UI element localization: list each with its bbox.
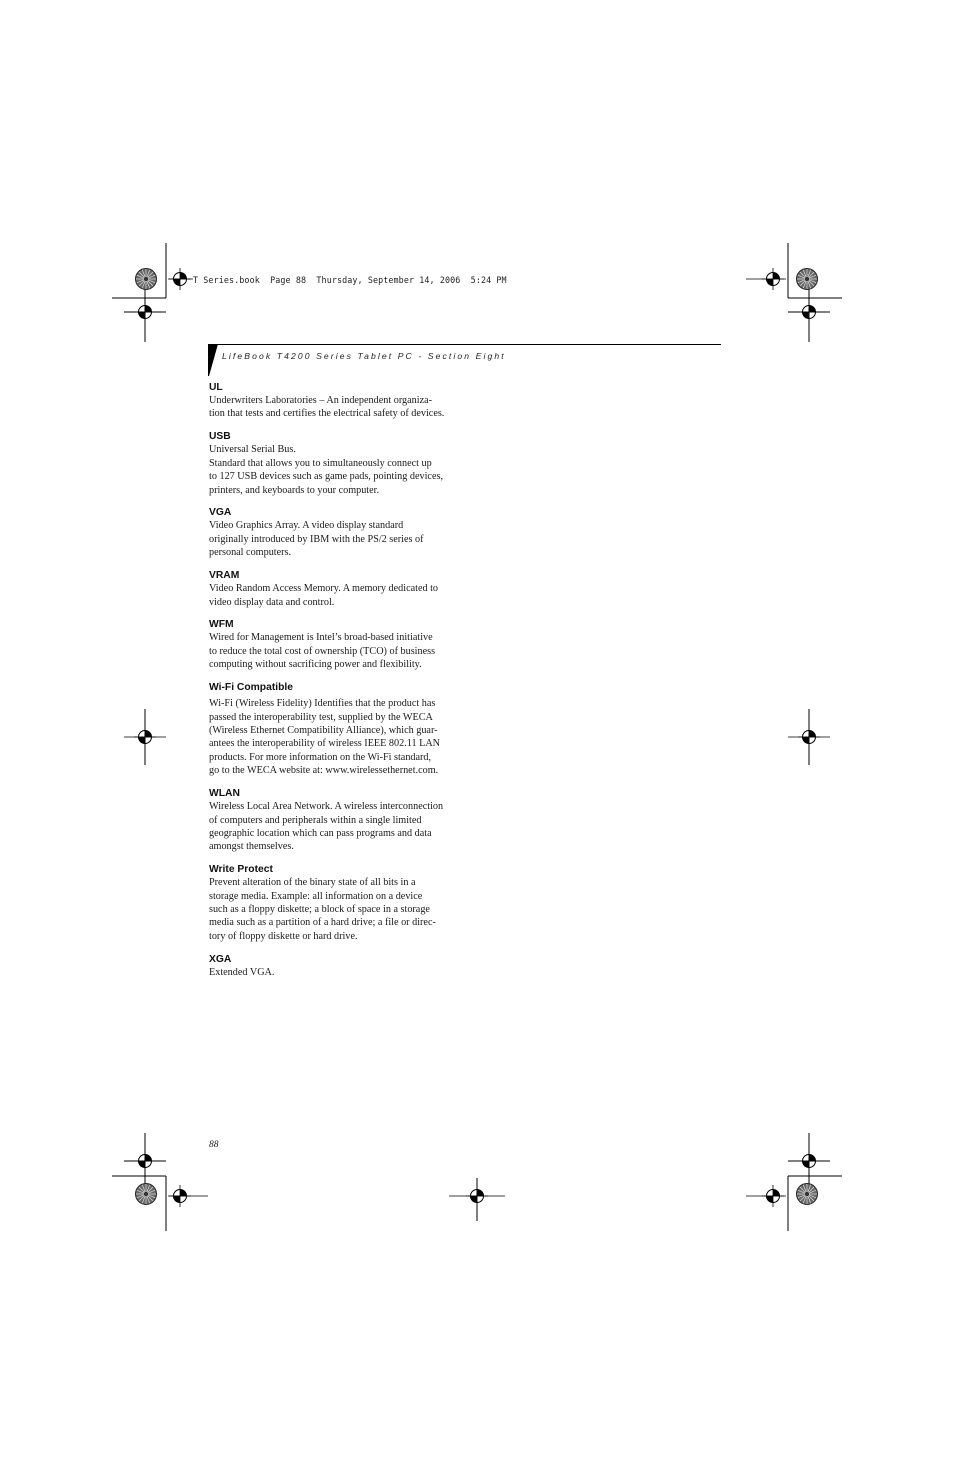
glossary-term: UL <box>209 382 223 393</box>
glossary-definition-line: Underwriters Laboratories – An independent organiza- <box>209 395 433 406</box>
glossary-definition-line: printers, and keyboards to your computer. <box>209 484 380 496</box>
glossary-definition-line: originally introduced by IBM with the PS/2 series of <box>209 533 424 545</box>
glossary-definition-line: Wireless Local Area Network. A wireless interconnection <box>209 801 444 813</box>
glossary-definition-line: of computers and peripherals within a single limited <box>209 814 422 826</box>
glossary-entry <box>209 863 459 943</box>
glossary-definition-line: (Wireless Ethernet Compatibility Alliance), which guar- <box>209 725 438 736</box>
glossary-definition-line: such as a floppy diskette; a block of space in a storage <box>209 904 430 916</box>
glossary-entry <box>209 618 459 671</box>
glossary-definition-line: Standard that allows you to simultaneously connect up <box>209 457 432 469</box>
glossary-definition-line: media such as a partition of a hard drive; a file or direc- <box>209 917 436 929</box>
glossary-term: VGA <box>209 507 232 519</box>
glossary-definition-line: Prevent alteration of the binary state of all bits in a <box>209 877 416 889</box>
glossary-definition-line: amongst themselves. <box>209 841 294 853</box>
glossary-definition-line: Universal Serial Bus. <box>209 444 296 456</box>
star-target-icon <box>797 1184 818 1205</box>
glossary-definition-line: products. For more information on the Wi-Fi standard, <box>209 751 432 763</box>
glossary-definition-line: Video Random Access Memory. A memory dedicated to <box>209 583 439 595</box>
glossary-list <box>209 381 459 989</box>
glossary-term: Write Protect <box>209 864 273 876</box>
glossary-definition-line: Wi-Fi (Wireless Fidelity) Identifies that the product has <box>209 698 436 710</box>
glossary-definition-line: to 127 USB devices such as game pads, pointing devices, <box>209 471 443 483</box>
star-target-icon <box>136 1184 157 1205</box>
header-rule <box>210 344 721 345</box>
glossary-definition-line: Extended VGA. <box>209 966 275 978</box>
glossary-definition-line: storage media. Example: all information on a device <box>209 890 423 902</box>
glossary-entry <box>209 430 459 497</box>
glossary-term: VRAM <box>209 570 240 582</box>
registration-mark-icon <box>134 301 156 323</box>
star-target-icon <box>136 269 157 290</box>
glossary-definition-line: computing without sacrificing power and flexibility. <box>209 659 422 671</box>
page-number: 88 <box>209 1140 219 1150</box>
glossary-definition-line: tion that tests and certifies the electrical safety of devices. <box>209 408 445 420</box>
glossary-term: USB <box>209 431 231 443</box>
glossary-definition-line: Video Graphics Array. A video display standard <box>209 520 404 532</box>
glossary-entry <box>209 787 459 854</box>
glossary-term: Wi-Fi Compatible <box>209 682 293 694</box>
glossary-term: XGA <box>209 953 232 965</box>
glossary-term: WFM <box>209 619 234 631</box>
running-head: LifeBook T4200 Series Tablet PC - Section Eight <box>222 351 506 361</box>
registration-mark-icon <box>466 1185 488 1207</box>
glossary-entry <box>209 953 459 979</box>
registration-mark-icon <box>798 301 820 323</box>
glossary-definition-line: Wired for Management is Intel’s broad-based initiative <box>209 632 433 644</box>
glossary-entry <box>209 506 459 559</box>
glossary-definition-line: video display data and control. <box>209 596 335 608</box>
registration-mark-icon <box>134 1150 156 1172</box>
glossary-entry <box>209 381 459 421</box>
glossary-definition-line: tory of floppy diskette or hard drive. <box>209 930 358 942</box>
glossary-definition-line: go to the WECA website at: www.wirelessethernet.com. <box>209 765 439 777</box>
glossary-definition-line: passed the interoperability test, supplied by the WECA <box>209 711 433 723</box>
print-slug: T Series.book Page 88 Thursday, September 14, 2006 5:24 PM <box>193 275 507 285</box>
glossary-definition-line: geographic location which can pass programs and data <box>209 827 432 839</box>
glossary-term: WLAN <box>209 788 240 800</box>
star-target-icon <box>797 269 818 290</box>
glossary-entry <box>209 569 459 609</box>
glossary-definition-line: antees the interoperability of wireless IEEE 802.11 LAN <box>209 738 441 750</box>
glossary-definition-line: personal computers. <box>209 547 292 559</box>
registration-mark-icon <box>798 1150 820 1172</box>
header-wedge-icon <box>208 344 218 376</box>
glossary-entry <box>209 681 459 777</box>
glossary-definition-line: to reduce the total cost of ownership (TCO) of business <box>209 645 436 657</box>
